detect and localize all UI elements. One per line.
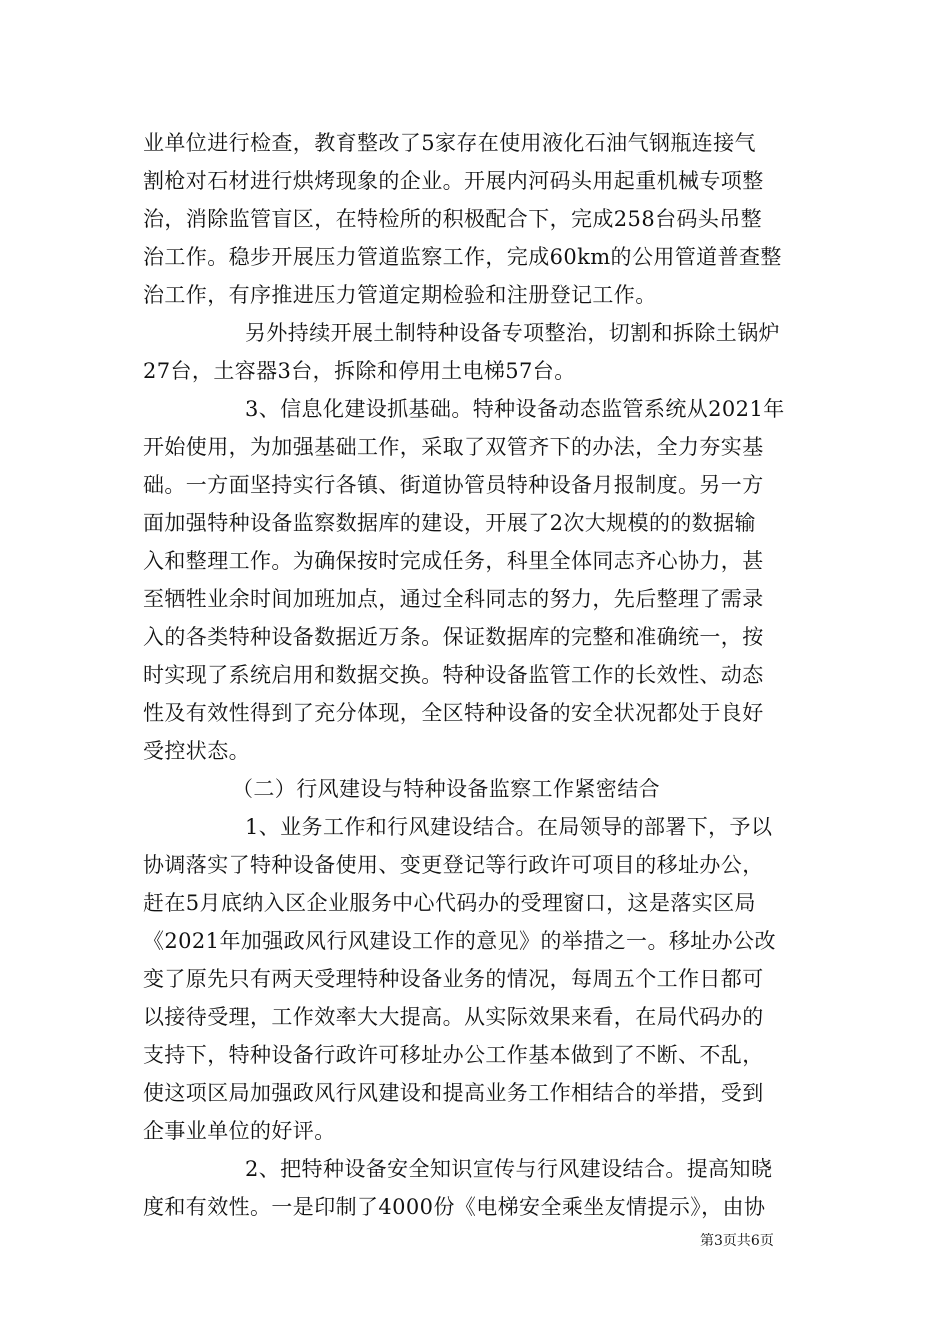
text-line: 割枪对石材进行烘烤现象的企业。开展内河码头用起重机械专项整 bbox=[143, 169, 764, 193]
paragraph-first-line: 1、业务工作和行风建设结合。在局领导的部署下，予以 bbox=[245, 815, 773, 839]
paragraph-first-line: 2、把特种设备安全知识宣传与行风建设结合。提高知晓 bbox=[245, 1157, 773, 1181]
paragraph-first-line: 3、信息化建设抓基础。特种设备动态监管系统从2021年 bbox=[245, 397, 785, 421]
paragraph-first-line: 另外持续开展土制特种设备专项整治，切割和拆除土锅炉 bbox=[245, 321, 780, 345]
text-line: 开始使用，为加强基础工作，采取了双管齐下的办法，全力夯实基 bbox=[143, 435, 764, 459]
section-heading: （二）行风建设与特种设备监察工作紧密结合 bbox=[232, 777, 660, 801]
text-line: 业单位进行检查，教育整改了5家存在使用液化石油气钢瓶连接气 bbox=[143, 131, 756, 155]
text-line: 性及有效性得到了充分体现，全区特种设备的安全状况都处于良好 bbox=[143, 701, 764, 725]
text-line: 入的各类特种设备数据近万条。保证数据库的完整和准确统一，按 bbox=[143, 625, 764, 649]
text-line: 赶在5月底纳入区企业服务中心代码办的受理窗口，这是落实区局 bbox=[143, 891, 756, 915]
text-line: 入和整理工作。为确保按时完成任务，科里全体同志齐心协力，甚 bbox=[143, 549, 764, 573]
text-line: 础。一方面坚持实行各镇、街道协管员特种设备月报制度。另一方 bbox=[143, 473, 764, 497]
text-line: 时实现了系统启用和数据交换。特种设备监管工作的长效性、动态 bbox=[143, 663, 764, 687]
text-line: 受控状态。 bbox=[143, 739, 250, 763]
text-line: 27台，土容器3台，拆除和停用土电梯57台。 bbox=[143, 359, 576, 383]
text-line: 使这项区局加强政风行风建设和提高业务工作相结合的举措，受到 bbox=[143, 1081, 764, 1105]
text-line: 治，消除监管盲区，在特检所的积极配合下，完成258台码头吊整 bbox=[143, 207, 763, 231]
text-line: 支持下，特种设备行政许可移址办公工作基本做到了不断、不乱， bbox=[143, 1043, 764, 1067]
text-line: 至牺牲业余时间加班加点，通过全科同志的努力，先后整理了需录 bbox=[143, 587, 764, 611]
text-line: 面加强特种设备监察数据库的建设，开展了2次大规模的的数据输 bbox=[143, 511, 756, 535]
text-line: 度和有效性。一是印制了4000份《电梯安全乘坐友情提示》，由协 bbox=[143, 1195, 766, 1219]
text-line: 以接待受理，工作效率大大提高。从实际效果来看，在局代码办的 bbox=[143, 1005, 764, 1029]
page-number-footer: 第3页共6页 bbox=[700, 1233, 774, 1249]
text-line: 协调落实了特种设备使用、变更登记等行政许可项目的移址办公， bbox=[143, 853, 764, 877]
text-line: 企事业单位的好评。 bbox=[143, 1119, 336, 1143]
text-line: 《2021年加强政风行风建设工作的意见》的举措之一。移址办公改 bbox=[143, 929, 776, 953]
text-line: 治工作，有序推进压力管道定期检验和注册登记工作。 bbox=[143, 283, 657, 307]
text-line: 变了原先只有两天受理特种设备业务的情况，每周五个工作日都可 bbox=[143, 967, 764, 991]
text-line: 治工作。稳步开展压力管道监察工作，完成60km的公用管道普查整 bbox=[143, 245, 782, 269]
